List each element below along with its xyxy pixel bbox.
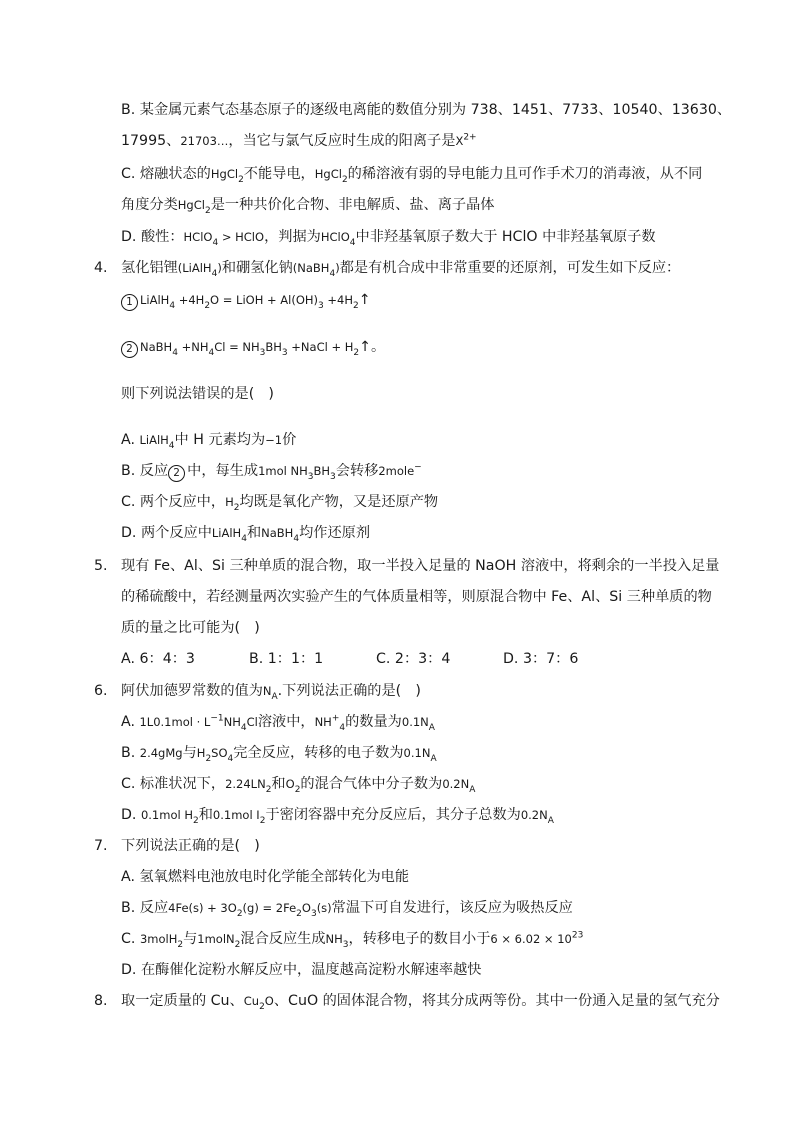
q5-number: 5. (94, 558, 108, 574)
q4-option-d: D. 两个反应中LiAlH$_4$和NaBH$_4$均作还原剂 (121, 525, 371, 544)
q3-option-d: D. 酸性：HClO$_4$ > HClO，判据为HClO$_4$中非羟基氧原子数大于 HClO 中非羟基氧原子数 (121, 229, 656, 248)
q6-stem: 阿伏加德罗常数的值为$N_A$.下列说法正确的是( ) (121, 683, 421, 702)
q3-option-b-line2: 17995、21703…，当它与氯气反应时生成的阳离子是$X^{2+}$ (121, 132, 477, 149)
q3-option-c-line1: C. 熔融状态的HgCl$_2$不能导电，HgCl$_2$的稀溶液有弱的导电能力且可作手术刀的消毒液，从不同 (121, 166, 703, 185)
q6-option-d: D. 0.1mol $H_2$和0.1mol $I_2$于密闭容器中充分反应后，其分子总数为$0.2N_A$ (121, 807, 554, 826)
q4-number: 4. (94, 260, 108, 276)
q6-option-a: A. $1L0.1mol \cdot L^{-1}NH_4Cl$溶液中，$NH^+_4$的数量为$0.1N_A$ (121, 713, 435, 733)
q5-option-c: C. 2：3：4 (376, 651, 451, 667)
q5-option-b: B. 1：1：1 (249, 651, 324, 667)
q3-option-b-line1: B. 某金属元素气态基态原子的逐级电离能的数值分别为 738、1451、7733、10540、13630、 (121, 102, 732, 118)
q5-stem-line3: 质的量之比可能为( ) (121, 620, 260, 636)
q3-option-c-line2: 角度分类HgCl$_2$是一种共价化合物、非电解质、盐、离子晶体 (121, 197, 495, 216)
q7-stem: 下列说法正确的是( ) (121, 838, 260, 854)
q6-number: 6. (94, 683, 108, 699)
q4-question: 则下列说法错误的是( ) (121, 386, 274, 402)
q5-stem-line2: 的稀硫酸中，若经测量两次实验产生的气体质量相等，则原混合物中 Fe、Al、Si 三种单质的物 (121, 589, 712, 605)
q4-option-b: B. 反应 2 中，每生成1mol $NH_3BH_3$会转移2mole− (121, 462, 422, 482)
q7-option-d: D. 在酶催化淀粉水解反应中，温度越高淀粉水解速率越快 (121, 962, 482, 978)
q7-option-a: A. 氢氧燃料电池放电时化学能全部转化为电能 (121, 869, 410, 885)
q5-option-d: D. 3：7：6 (503, 651, 579, 667)
q5-option-a: A. 6：4：3 (121, 651, 195, 667)
q6-option-c: C. 标准状况下，$2.24LN_2$和$O_2$的混合气体中分子数为$0.2N_A$ (121, 776, 476, 795)
q5-stem-line1: 现有 Fe、Al、Si 三种单质的混合物，取一半投入足量的 NaOH 溶液中，将剩余的一半投入足量 (121, 558, 720, 574)
q8-number: 8. (94, 993, 108, 1009)
q4-reaction-2: 2 NaBH$_4$ $+NH_4Cl = NH_3BH_3$ +NaCl + $H_2↑$。 (121, 337, 385, 358)
q4-option-a: A. LiAlH$_4$中 H 元素均为−1价 (121, 432, 297, 451)
circled-number-1: 1 (121, 294, 138, 311)
q6-option-b: B. 2.4gMg与$H_2SO_4$完全反应，转移的电子数为$0.1N_A$ (121, 745, 437, 764)
q7-option-c: C. 3molH$_2$与1molN$_2$混合反应生成$NH_3$，转移电子的数目小于$6 \times 6.02 \times 10^{23}$ (121, 930, 584, 950)
q4-option-c: C. 两个反应中，$H_2$均既是氧化产物，又是还原产物 (121, 494, 439, 513)
q4-reaction-1: 1 LiAlH$_4$ $+4H_2O$ = LiOH + $Al(OH)_3$ $+4H_2↑$ (121, 290, 371, 311)
q7-option-b: B. 反应$4Fe(s) + 3O_2(g) = 2Fe_2O_3(s)$常温下可自发进行，该反应为吸热反应 (121, 900, 573, 919)
circled-number-2: 2 (168, 465, 185, 482)
q4-stem: 氢化铝锂(LiAlH$_4$)和硼氢化钠(NaBH$_4$)都是有机合成中非常重要的还原剂，可发生如下反应： (121, 260, 681, 279)
q8-stem: 取一定质量的 Cu、$Cu_2O$、CuO 的固体混合物，将其分成两等份。其中一份通入足量的氢气充分 (121, 993, 720, 1012)
q7-number: 7. (94, 838, 108, 854)
circled-number-2: 2 (121, 341, 138, 358)
